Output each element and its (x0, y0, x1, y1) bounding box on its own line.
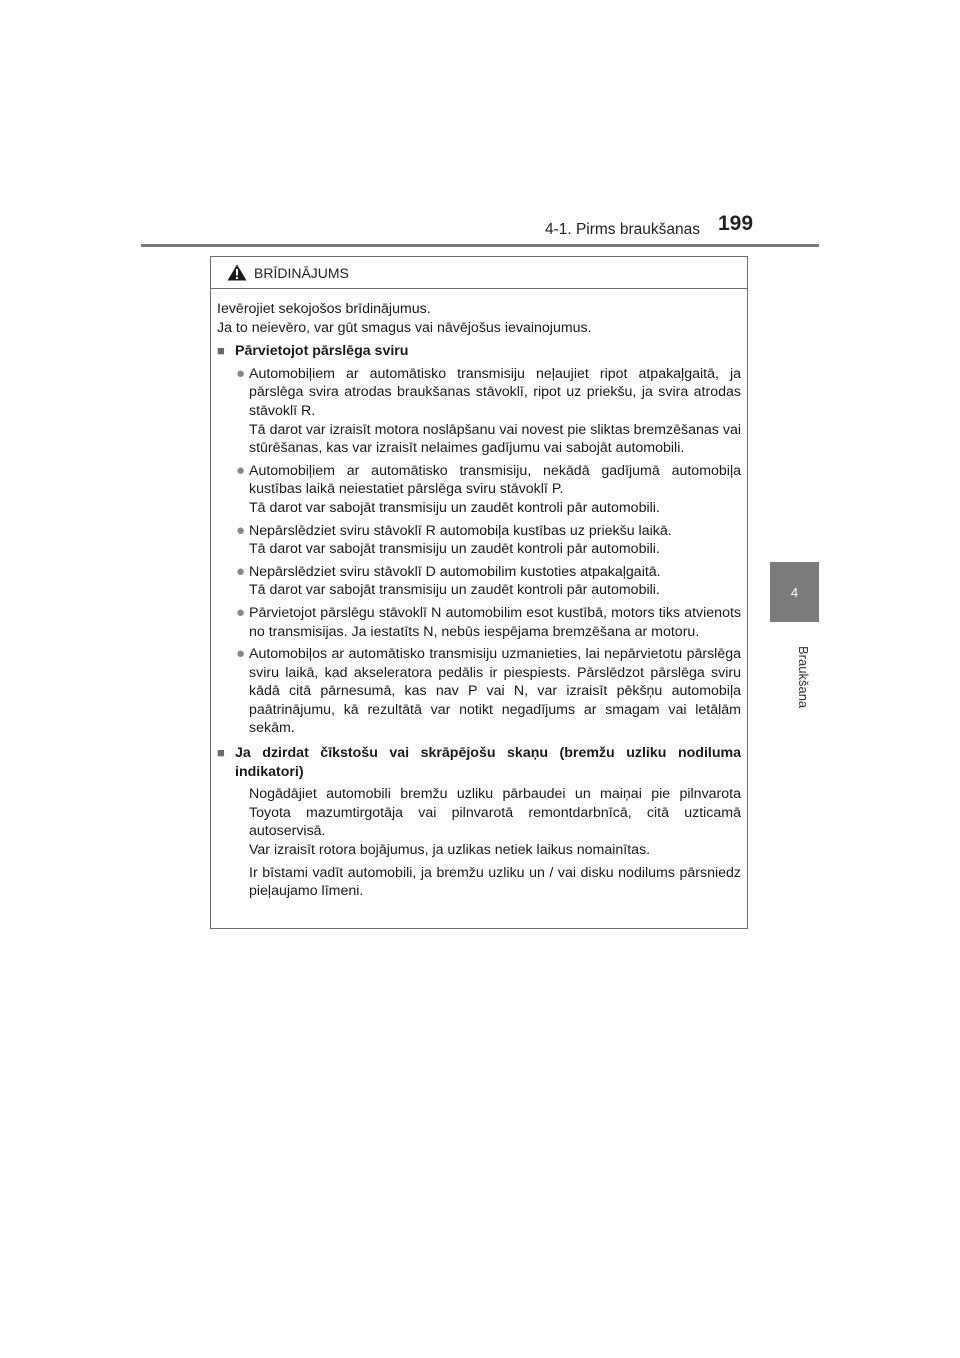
warning-triangle-icon (227, 264, 247, 281)
list-item: ● Nepārslēdziet sviru stāvoklī D automobilim kustoties atpakaļgaitā. Tā darot var sabojāt transmisiju un zaudēt kontroli pār automobili. (217, 563, 741, 600)
list-item: ● Automobiļos ar automātisko transmisiju uzmanieties, lai nepārvietotu pārslēga sviru laikā, kad akseleratora pedālis ir piespiests. Pārslēdzot pārslēga sviru kādā citā pārnesumā, kas nav P vai N, var izraisīt pēkšņu automobiļa paātrinājumu, kā rezultātā var notikt negadījums ar smagam vai letālām sekām. (217, 645, 741, 738)
chapter-tab-number: 4 (790, 584, 799, 600)
section-title-brake-noise: ■ Ja dzirdat čīkstošu vai skrāpējošu skaņu (bremžu uzliku nodiluma indikatori) (217, 745, 741, 780)
brake-wear-paragraph: Ir bīstami vadīt automobili, ja bremžu uzliku un / vai disku nodilums pārsniedz pieļaujamo līmeni. (249, 864, 741, 900)
intro-line: Ja to neievēro, var gūt smagus vai nāvējošus ievainojumus. (217, 319, 592, 336)
warning-title: BRĪDINĀJUMS (254, 264, 349, 281)
chapter-tab[interactable] (770, 562, 819, 622)
list-item: ● Automobiļiem ar automātisko transmisiju neļaujiet ripot atpakaļgaitā, ja pārslēga svira atrodas braukšanas stāvoklī, ripot uz priekšu, ja svira atrodas stāvoklī R. Tā darot var izraisīt motora noslāpšanu vai novest pie sliktas bremzēšanas vai stūrēšanas, kas var izraisīt nelaimes gadījumu vai sabojāt automobili. (217, 365, 741, 458)
circle-bullet-icon: ● (235, 521, 245, 539)
warning-header (211, 257, 747, 289)
section-title-shift-lever: ■ Pārvietojot pārslēga sviru (217, 343, 409, 360)
circle-bullet-icon: ● (235, 461, 245, 479)
square-bullet-icon: ■ (217, 343, 225, 359)
list-item: ● Pārvietojot pārslēgu stāvoklī N automobilim esot kustībā, motors tiks atvienots no transmisijas. Ja iestatīts N, nebūs iespējama bremzēšana ar motoru. (217, 604, 741, 641)
header-divider (141, 244, 819, 247)
circle-bullet-icon: ● (235, 562, 245, 580)
warning-box (210, 256, 748, 929)
circle-bullet-icon: ● (235, 645, 245, 663)
circle-bullet-icon: ● (235, 364, 245, 382)
list-item: ● Nepārslēdziet sviru stāvoklī R automobiļa kustības uz priekšu laikā. Tā darot var sabojāt transmisiju un zaudēt kontroli pār automobili. (217, 522, 741, 559)
list-item: ● Automobiļiem ar automātisko transmisiju, nekādā gadījumā automobiļa kustības laikā neiestatiet pārslēga sviru stāvoklī P. Tā darot var sabojāt transmisiju un zaudēt kontroli pār automobili. (217, 462, 741, 518)
intro-line: Ievērojiet sekojošos brīdinājumus. (217, 301, 431, 317)
warning-intro (217, 300, 741, 337)
square-bullet-icon: ■ (217, 745, 225, 761)
brake-pad-paragraph: Nogādājiet automobili bremžu uzliku pārbaudei un maiņai pie pilnvarota Toyota mazumtirgotāja vai pilnvarotā remontdarbnīcā, citā uzticamā autoservisā. Var izraisīt rotora bojājumus, ja uzlikas netiek laikus nomainītas. (249, 786, 741, 859)
circle-bullet-icon: ● (235, 603, 245, 621)
warning-body (211, 289, 747, 901)
chapter-tab-label: Braukšana (796, 645, 811, 709)
page-number: 199 (718, 212, 754, 235)
header-section-title: 4-1. Pirms braukšanas (544, 221, 700, 238)
